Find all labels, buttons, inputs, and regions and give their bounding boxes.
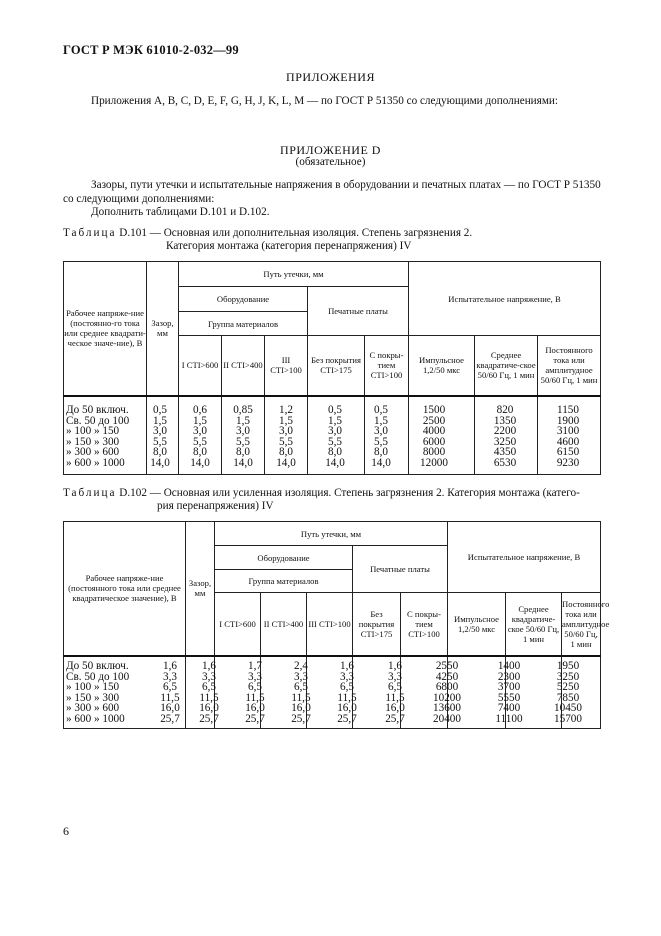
th-equipment: Оборудование bbox=[179, 287, 308, 312]
cell-e3: 2,4 bbox=[294, 660, 308, 672]
cell-p1: 16,0 bbox=[337, 702, 357, 715]
th-group-3: III CTI>100 bbox=[265, 336, 308, 396]
cell-e2: 8,0 bbox=[236, 446, 250, 459]
th-pcb: Печатные платы bbox=[308, 287, 409, 336]
th2-dc: Постоянного тока или амплитудное 50/60 Гц, 1 мин bbox=[562, 593, 601, 656]
cell-d: 9230 bbox=[556, 457, 580, 469]
cell-v: До 50 включ. bbox=[66, 660, 129, 672]
cell-p1: 1,5 bbox=[328, 414, 342, 427]
cell-p1: 6,5 bbox=[340, 681, 354, 694]
th-test-voltage: Испытательное напряжение, В bbox=[409, 262, 601, 336]
cell-e1: 6,5 bbox=[202, 681, 216, 694]
cell-v: » 300 » 600 bbox=[66, 446, 120, 459]
cell-p2: 8,0 bbox=[374, 446, 388, 459]
cell-r: 1350 bbox=[493, 414, 517, 427]
cell-i: 1500 bbox=[422, 404, 446, 416]
cell-e3: 1,2 bbox=[279, 404, 293, 416]
th-dc: Постоянного тока или амплитудное 50/60 Гц, 1 мин bbox=[538, 336, 601, 396]
table2-caption bbox=[63, 487, 580, 501]
appendix-d-para2: Дополнить таблицами D.101 и D.102. bbox=[91, 206, 270, 218]
cell-p1: 5,5 bbox=[328, 435, 342, 448]
cell-c: 1,5 bbox=[153, 414, 167, 427]
th-coated: С покры-тием CTI>100 bbox=[365, 336, 409, 396]
cell-e1: 1,5 bbox=[193, 414, 207, 427]
cell-p2: 3,0 bbox=[374, 425, 388, 438]
cell-d: 4600 bbox=[556, 435, 580, 448]
cell-r: 820 bbox=[496, 404, 514, 416]
cell-e1: 0,6 bbox=[193, 404, 207, 416]
cell-e2: 3,3 bbox=[248, 670, 262, 683]
cell-e2: 0,85 bbox=[233, 404, 253, 416]
page-number: 6 bbox=[63, 824, 69, 838]
cell-r: 1400 bbox=[497, 660, 521, 672]
th2-rms: Среднее квадратиче-ское 50/60 Гц, 1 мин bbox=[506, 593, 562, 656]
cell-r: 2300 bbox=[497, 670, 521, 683]
document-code: ГОСТ Р МЭК 61010-2-032—99 bbox=[63, 43, 239, 57]
cell-c: 16,0 bbox=[160, 702, 180, 715]
cell-e1: 25,7 bbox=[199, 713, 219, 725]
th2-pcb: Печатные платы bbox=[353, 546, 448, 593]
cell-p2: 25,7 bbox=[385, 713, 405, 725]
cell-c: 6,5 bbox=[163, 681, 177, 694]
cell-e1: 14,0 bbox=[190, 457, 210, 469]
cell-p1: 25,7 bbox=[337, 713, 357, 725]
th2-creepage: Путь утечки, мм bbox=[215, 522, 448, 546]
appendix-d-subtitle: (обязательное) bbox=[295, 156, 366, 168]
th2-clearance: Зазор, мм bbox=[186, 522, 215, 656]
cell-p2: 11,5 bbox=[385, 691, 405, 704]
cell-i: 13600 bbox=[433, 702, 461, 715]
cell-i: 4000 bbox=[422, 425, 446, 438]
th2-group-1: I CTI>600 bbox=[215, 593, 261, 656]
th2-equipment: Оборудование bbox=[215, 546, 353, 570]
cell-r: 3700 bbox=[497, 681, 521, 694]
table2-caption-line2: рия перенапряжения) IV bbox=[157, 500, 274, 512]
cell-v: » 600 » 1000 bbox=[66, 457, 125, 469]
cell-r: 5550 bbox=[497, 691, 521, 704]
th2-group-2: II CTI>400 bbox=[261, 593, 307, 656]
cell-d: 5250 bbox=[556, 681, 580, 694]
cell-v: » 100 » 150 bbox=[66, 681, 120, 694]
cell-r: 2200 bbox=[493, 425, 517, 438]
cell-v: До 50 включ. bbox=[66, 404, 129, 416]
cell-d: 1950 bbox=[556, 660, 580, 672]
th-uncoated: Без покрытия CTI>175 bbox=[308, 336, 365, 396]
cell-e1: 16,0 bbox=[199, 702, 219, 715]
cell-i: 20400 bbox=[433, 713, 461, 725]
appendices-title: ПРИЛОЖЕНИЯ bbox=[286, 70, 375, 84]
cell-p1: 3,3 bbox=[340, 670, 354, 683]
cell-p2: 5,5 bbox=[374, 435, 388, 448]
cell-p2: 6,5 bbox=[388, 681, 402, 694]
cell-e2: 1,5 bbox=[236, 414, 250, 427]
cell-p2: 16,0 bbox=[385, 702, 405, 715]
cell-d: 1900 bbox=[556, 414, 580, 427]
table1-caption-line2: Категория монтажа (категория перенапряжения) IV bbox=[166, 240, 412, 252]
cell-i: 6000 bbox=[422, 435, 446, 448]
cell-p2: 3,3 bbox=[388, 670, 402, 683]
cell-e2: 3,0 bbox=[236, 425, 250, 438]
cell-v: » 100 » 150 bbox=[66, 425, 120, 438]
cell-i: 8000 bbox=[422, 446, 446, 459]
cell-e3: 8,0 bbox=[279, 446, 293, 459]
cell-p1: 8,0 bbox=[328, 446, 342, 459]
cell-e2: 11,5 bbox=[245, 691, 265, 704]
th-impulse: Импульсное 1,2/50 мкс bbox=[409, 336, 475, 396]
cell-i: 6800 bbox=[435, 681, 459, 694]
cell-e3: 6,5 bbox=[294, 681, 308, 694]
cell-e3: 11,5 bbox=[291, 691, 311, 704]
cell-e1: 5,5 bbox=[193, 435, 207, 448]
cell-e2: 6,5 bbox=[248, 681, 262, 694]
cell-i: 10200 bbox=[433, 691, 461, 704]
cell-i: 12000 bbox=[420, 457, 448, 469]
cell-d: 10450 bbox=[554, 702, 582, 715]
cell-e3: 3,0 bbox=[279, 425, 293, 438]
th2-material-group: Группа материалов bbox=[215, 570, 353, 593]
cell-r: 7400 bbox=[497, 702, 521, 715]
table2-caption-line1: D.102 — Основная или усиленная изоляция. Степень загрязнения 2. Категория монтажа (катего- bbox=[119, 487, 580, 499]
cell-d: 1150 bbox=[557, 404, 579, 416]
cell-c: 25,7 bbox=[160, 713, 180, 725]
appendices-text: Приложения A, B, C, D, E, F, G, H, J, K, L, M — по ГОСТ Р 51350 со следующими дополнениями: bbox=[91, 95, 558, 107]
cell-v: » 150 » 300 bbox=[66, 435, 120, 448]
cell-v: » 600 » 1000 bbox=[66, 713, 125, 725]
appendix-d-para1-line2: со следующими дополнениями: bbox=[63, 193, 215, 205]
cell-e3: 3,3 bbox=[294, 670, 308, 683]
cell-p2: 0,5 bbox=[374, 404, 388, 416]
cell-p2: 1,6 bbox=[388, 660, 402, 672]
cell-d: 6150 bbox=[556, 446, 580, 459]
cell-e1: 8,0 bbox=[193, 446, 207, 459]
cell-d: 15700 bbox=[554, 713, 582, 725]
cell-e2: 25,7 bbox=[245, 713, 265, 725]
th2-impulse: Импульсное 1,2/50 мкс bbox=[448, 593, 506, 656]
th2-group-3: III CTI>100 bbox=[307, 593, 353, 656]
cell-c: 3,0 bbox=[153, 425, 167, 438]
cell-p1: 11,5 bbox=[337, 691, 357, 704]
cell-e1: 3,0 bbox=[193, 425, 207, 438]
th-working-voltage: Рабочее напряже-ние (постоянно-го тока или среднее квадрати-ческое значе-ние), В bbox=[64, 262, 147, 396]
table1-label: Таблица bbox=[63, 227, 117, 239]
cell-e2: 16,0 bbox=[245, 702, 265, 715]
cell-c: 14,0 bbox=[150, 457, 170, 469]
cell-d: 3250 bbox=[556, 670, 580, 683]
cell-c: 5,5 bbox=[153, 435, 167, 448]
cell-e2: 5,5 bbox=[236, 435, 250, 448]
cell-p1: 3,0 bbox=[328, 425, 342, 438]
th2-coated: С покры-тием CTI>100 bbox=[401, 593, 448, 656]
th2-uncoated: Без покрытия CTI>175 bbox=[353, 593, 401, 656]
table1-caption bbox=[63, 227, 472, 241]
cell-i: 2500 bbox=[422, 414, 446, 427]
cell-e1: 1,6 bbox=[202, 660, 216, 672]
cell-c: 0,5 bbox=[153, 404, 167, 416]
cell-e3: 16,0 bbox=[291, 702, 311, 715]
th-rms: Среднее квадратиче-ское 50/60 Гц, 1 мин bbox=[475, 336, 538, 396]
th-group-2: II CTI>400 bbox=[222, 336, 265, 396]
cell-p1: 14,0 bbox=[325, 457, 345, 469]
cell-p2: 1,5 bbox=[374, 414, 388, 427]
cell-i: 2550 bbox=[435, 660, 459, 672]
cell-r: 3250 bbox=[493, 435, 517, 448]
cell-r: 6530 bbox=[493, 457, 517, 469]
cell-e2: 14,0 bbox=[233, 457, 253, 469]
cell-v: Св. 50 до 100 bbox=[66, 670, 130, 683]
cell-d: 3100 bbox=[556, 425, 580, 438]
cell-e2: 1,7 bbox=[248, 660, 262, 672]
appendix-d-para1-line1: Зазоры, пути утечки и испытательные напряжения в оборудовании и печатных платах — по ГОСТ Р 51350 bbox=[91, 179, 601, 191]
appendix-d-title: ПРИЛОЖЕНИЕ D bbox=[280, 143, 381, 157]
cell-v: » 300 » 600 bbox=[66, 702, 120, 715]
cell-r: 4350 bbox=[493, 446, 517, 459]
cell-p1: 1,6 bbox=[340, 660, 354, 672]
table2-label: Таблица bbox=[63, 487, 117, 499]
cell-e1: 11,5 bbox=[199, 691, 219, 704]
cell-d: 7850 bbox=[556, 691, 580, 704]
th-creepage: Путь утечки, мм bbox=[179, 262, 409, 287]
th-clearance: Зазор, мм bbox=[147, 262, 179, 396]
cell-e3: 14,0 bbox=[276, 457, 296, 469]
cell-r: 11100 bbox=[495, 713, 523, 725]
cell-c: 3,3 bbox=[163, 670, 177, 683]
cell-v: » 150 » 300 bbox=[66, 691, 120, 704]
th-group-1: I CTI>600 bbox=[179, 336, 222, 396]
cell-e3: 5,5 bbox=[279, 435, 293, 448]
th2-test-voltage: Испытательное напряжение, В bbox=[448, 522, 601, 593]
cell-e3: 25,7 bbox=[291, 713, 311, 725]
cell-e1: 3,3 bbox=[202, 670, 216, 683]
th-material-group: Группа материалов bbox=[179, 312, 308, 336]
cell-v: Св. 50 до 100 bbox=[66, 414, 130, 427]
th2-working-voltage: Рабочее напряже-ние (постоянного тока или среднее квадратическое значение), В bbox=[64, 522, 186, 656]
cell-c: 11,5 bbox=[160, 691, 180, 704]
cell-c: 1,6 bbox=[163, 660, 177, 672]
cell-c: 8,0 bbox=[153, 446, 167, 459]
table1-caption-line1: D.101 — Основная или дополнительная изоляция. Степень загрязнения 2. bbox=[119, 227, 473, 239]
cell-p1: 0,5 bbox=[328, 404, 342, 416]
cell-p2: 14,0 bbox=[371, 457, 391, 469]
cell-i: 4250 bbox=[435, 670, 459, 683]
cell-e3: 1,5 bbox=[279, 414, 293, 427]
